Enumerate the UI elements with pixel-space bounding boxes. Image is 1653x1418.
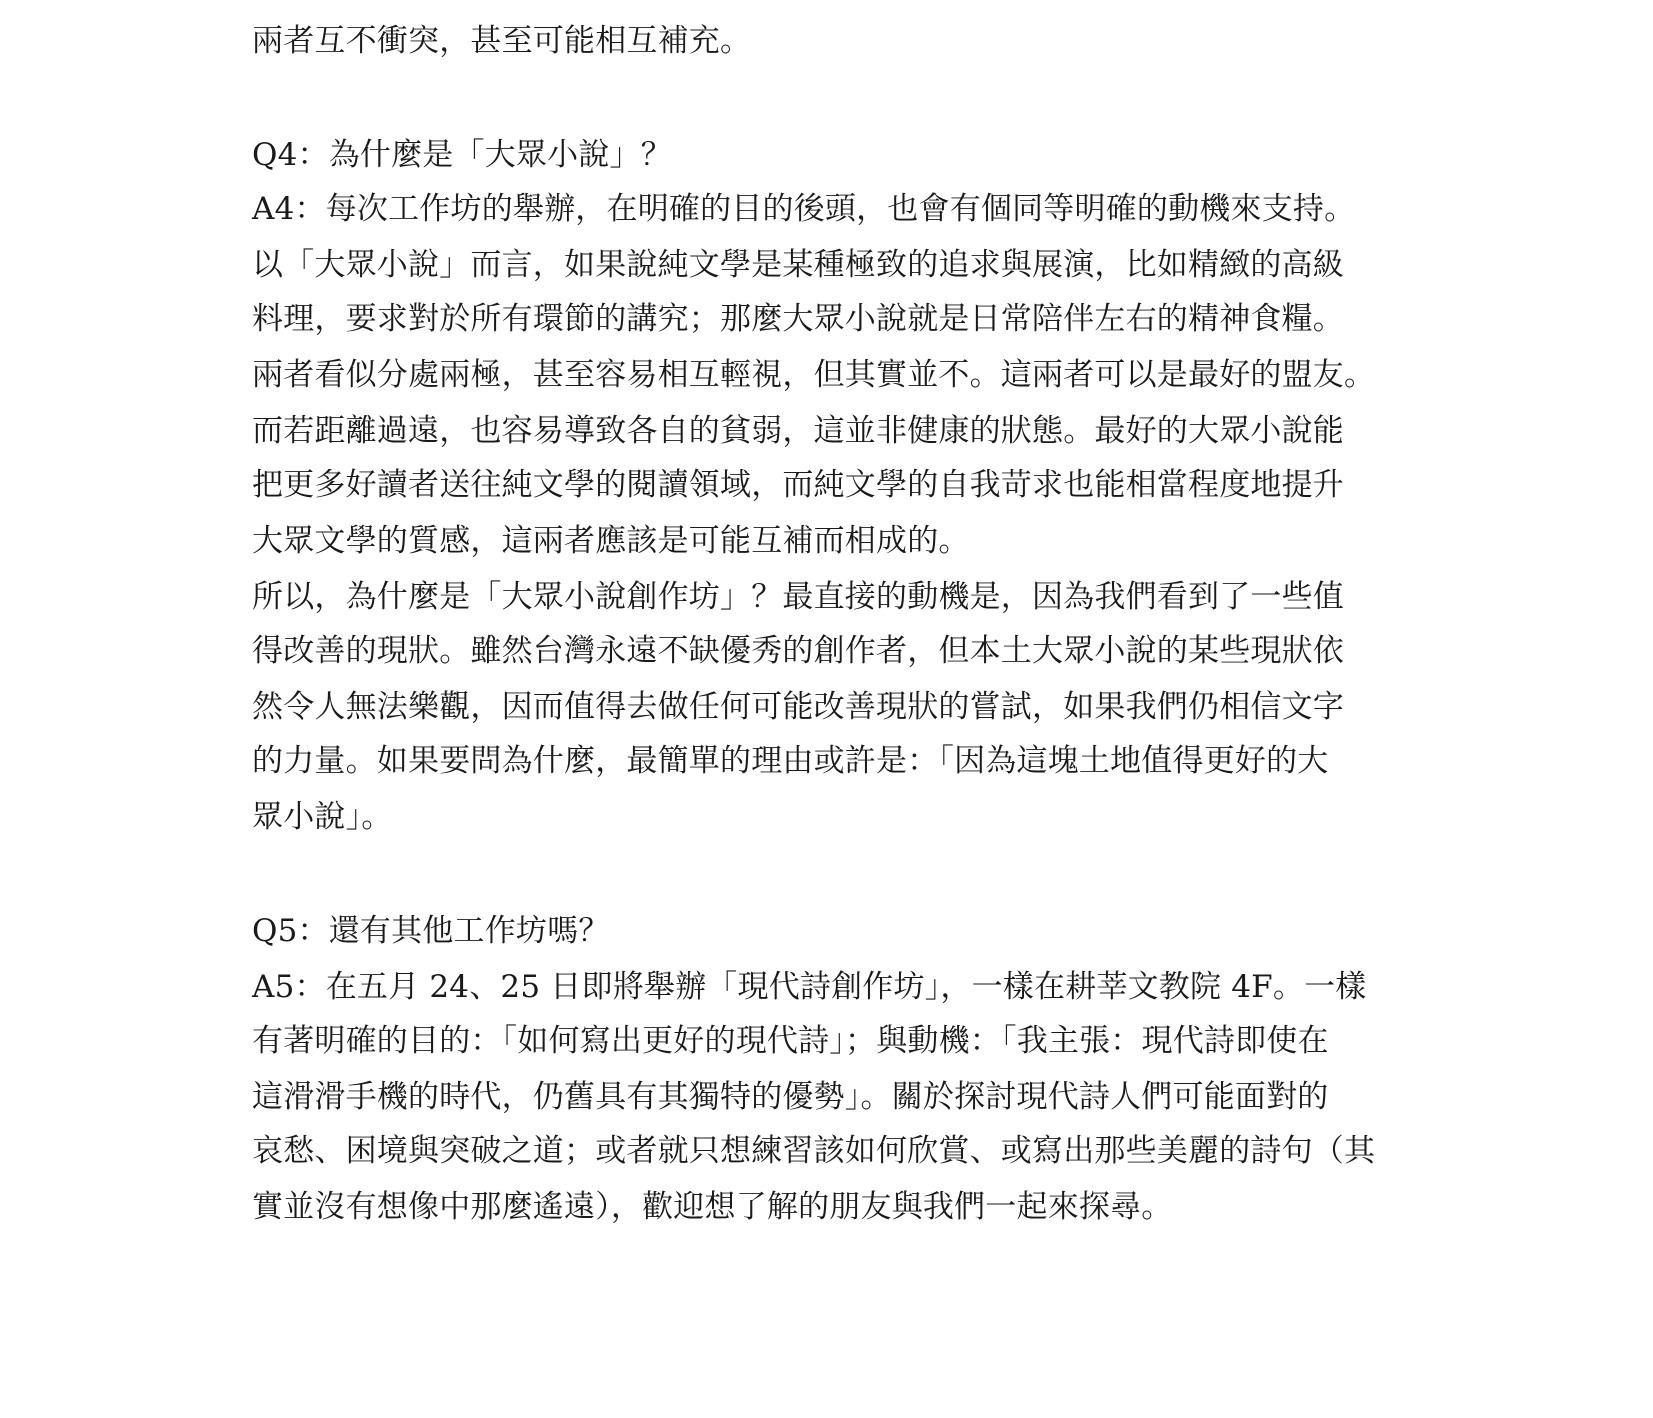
question-q5: Q5：還有其他工作坊嗎？ <box>252 913 610 949</box>
answer-a4-line-4: 兩者看似分處兩極，甚至容易相互輕視，但其實並不。這兩者可以是最好的盟友。 <box>252 357 1376 393</box>
answer-a4-line-11: 的力量。如果要問為什麼，最簡單的理由或許是：「因為這塊土地值得更好的大 <box>252 743 1329 779</box>
answer-a5-line-5: 實並沒有想像中那麼遙遠），歡迎想了解的朋友與我們一起來探尋。 <box>252 1189 1173 1225</box>
paragraph-line-a3-end: 兩者互不衝突，甚至可能相互補充。 <box>252 23 752 59</box>
answer-a4-line-9: 得改善的現狀。雖然台灣永遠不缺優秀的創作者，但本土大眾小說的某些現狀依 <box>252 633 1344 669</box>
answer-a5-line-3: 這滑滑手機的時代，仍舊具有其獨特的優勢」。關於探討現代詩人們可能面對的 <box>252 1079 1329 1115</box>
answer-a4-line-7: 大眾文學的質感，這兩者應該是可能互補而相成的。 <box>252 523 970 559</box>
answer-a5-line-4: 哀愁、困境與突破之道；或者就只想練習該如何欣賞、或寫出那些美麗的詩句（其 <box>252 1133 1376 1169</box>
answer-a4-line-3: 料理，要求對於所有環節的講究；那麼大眾小說就是日常陪伴左右的精神食糧。 <box>252 301 1344 337</box>
answer-a4-line-1: A4：每次工作坊的舉辦，在明確的目的後頭，也會有個同等明確的動機來支持。 <box>252 191 1356 227</box>
answer-a4-line-2: 以「大眾小說」而言，如果說純文學是某種極致的追求與展演，比如精緻的高級 <box>252 247 1344 283</box>
answer-a4-line-6: 把更多好讀者送往純文學的閱讀領域，而純文學的自我苛求也能相當程度地提升 <box>252 467 1344 503</box>
answer-a4-line-12: 眾小說」。 <box>252 799 393 835</box>
question-q4: Q4：為什麼是「大眾小說」？ <box>252 137 672 173</box>
answer-a5-line-2: 有著明確的目的：「如何寫出更好的現代詩」；與動機：「我主張：現代詩即使在 <box>252 1023 1329 1059</box>
answer-a4-line-8: 所以，為什麼是「大眾小說創作坊」？最直接的動機是，因為我們看到了一些值 <box>252 579 1344 615</box>
answer-a4-line-10: 然令人無法樂觀，因而值得去做任何可能改善現狀的嘗試，如果我們仍相信文字 <box>252 689 1344 725</box>
answer-a4-line-5: 而若距離過遠，也容易導致各自的貧弱，這並非健康的狀態。最好的大眾小說能 <box>252 413 1344 449</box>
answer-a5-line-1: A5：在五月 24、25 日即將舉辦「現代詩創作坊」，一樣在耕莘文教院 4F。一樣 <box>252 969 1367 1005</box>
